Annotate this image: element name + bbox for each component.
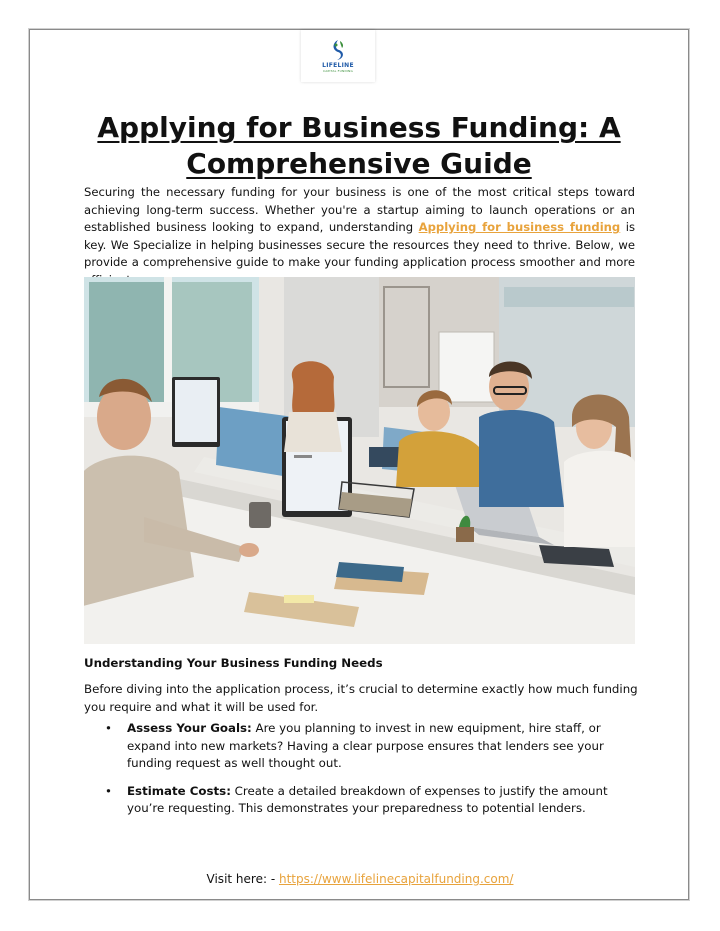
intro-text-start: Securing the necessary funding for your business is one of the most critical steps toward achieving long-term success. Whether you're a startup aiming to launch operations or an established business looking to expand, understanding <box>84 185 635 234</box>
bullet-list <box>105 720 640 828</box>
bullet-text: Create a detailed breakdown of expenses to justify the amount you’re requesting. This demonstrates your preparedness to potential lenders. <box>127 783 608 815</box>
intro-text-end: is key. We Specialize in helping businesses secure the resources they need to thrive. Below, we provide a comprehensive guide to make your funding application process smoother and more <box>84 220 636 269</box>
logo-text: LIFELINE <box>322 62 354 69</box>
bullet-text: Are you planning to invest in new equipment, hire staff, or expand into new markets? Having a clear purpose ensures that lenders see your funding request as well thought out. <box>127 721 604 770</box>
bullet-label: Estimate Costs: <box>127 783 231 798</box>
office-team-illustration <box>84 277 635 644</box>
company-logo[interactable] <box>301 30 375 82</box>
funding-link[interactable]: Applying for business funding <box>418 220 621 234</box>
section-heading: Understanding Your Business Funding Needs <box>84 656 383 670</box>
logo-mark-icon <box>328 39 348 61</box>
list-item <box>105 783 640 818</box>
footer-prefix: Visit here: - <box>206 872 279 886</box>
section-paragraph: Before diving into the application process, it’s crucial to determine exactly how much funding you require and what it will be used for. <box>84 682 638 714</box>
logo-subtext: CAPITAL FUNDING <box>322 69 354 73</box>
bullet-icon: • <box>105 783 112 798</box>
bullet-label: Assess Your Goals: <box>127 721 252 735</box>
website-link[interactable]: https://www.lifelinecapitalfunding.com/ <box>278 872 514 886</box>
office-photo <box>84 277 635 644</box>
footer <box>0 872 720 886</box>
bullet-icon: • <box>105 721 112 735</box>
page-title: Applying for Business Funding: A Comprehensive Guide <box>97 111 621 180</box>
list-item <box>105 720 640 773</box>
intro-paragraph <box>84 184 635 289</box>
